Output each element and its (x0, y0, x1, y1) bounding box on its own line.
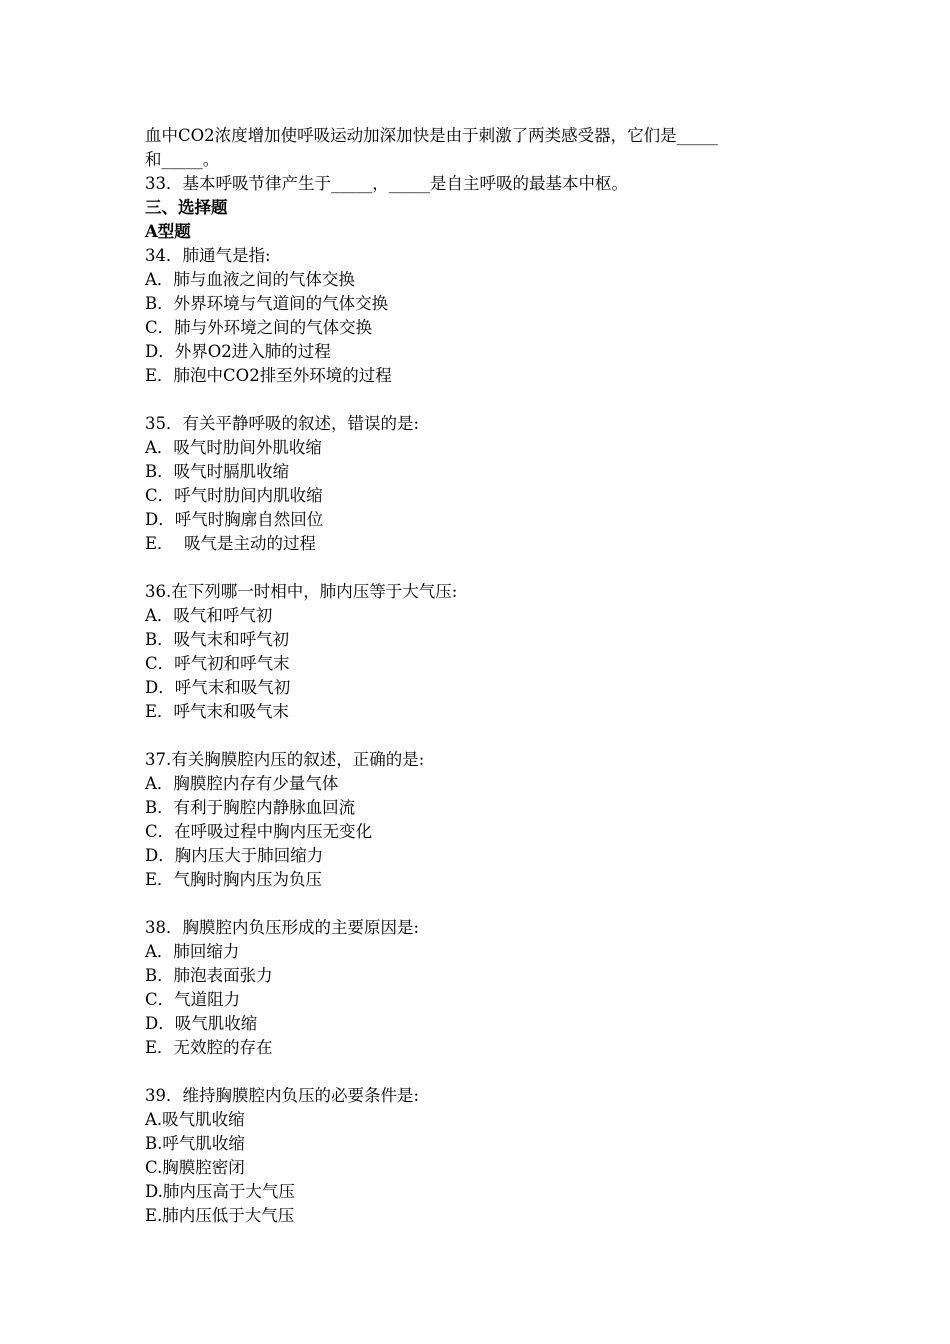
option-e: E．气胸时胸内压为负压 (145, 870, 323, 889)
option-e: E．肺泡中CO2排至外环境的过程 (145, 366, 392, 385)
option-c: C．气道阻力 (145, 990, 241, 1009)
option-a: A．吸气和呼气初 (145, 606, 273, 625)
option-b: B．外界环境与气道间的气体交换 (145, 294, 389, 313)
question-stem: 37.有关胸膜腔内压的叙述，正确的是: (145, 750, 425, 769)
section-title: 三、选择题 (145, 198, 228, 217)
spacer (145, 556, 825, 580)
option-d: D．胸内压大于肺回缩力 (145, 846, 324, 865)
option-a: A．胸膜腔内存有少量气体 (145, 774, 339, 793)
question-38 (145, 916, 825, 1060)
option-b: B．肺泡表面张力 (145, 966, 273, 985)
option-a: A．肺回缩力 (145, 942, 240, 961)
question-stem: 36.在下列哪一时相中，肺内压等于大气压: (145, 582, 458, 601)
option-a: A．肺与血液之间的气体交换 (145, 270, 355, 289)
question-34 (145, 244, 825, 388)
option-e: E．呼气末和吸气末 (145, 702, 290, 721)
option-d: D.肺内压高于大气压 (145, 1182, 295, 1201)
question-stem: 35．有关平静呼吸的叙述，错误的是: (145, 414, 420, 433)
spacer (145, 892, 825, 916)
option-d: D．呼气时胸廓自然回位 (145, 510, 324, 529)
intro-line-1: 血中CO2浓度增加使呼吸运动加深加快是由于刺激了两类感受器，它们是_____ (145, 126, 718, 145)
option-b: B．有利于胸腔内静脉血回流 (145, 798, 356, 817)
question-37 (145, 748, 825, 892)
intro-line-2: 和_____。 (145, 150, 220, 169)
question-36 (145, 580, 825, 724)
section-subtitle: A型题 (145, 222, 191, 241)
question-39 (145, 1084, 825, 1228)
option-c: C．呼气初和呼气末 (145, 654, 290, 673)
option-c: C.胸膜腔密闭 (145, 1158, 245, 1177)
option-c: C．呼气时肋间内肌收缩 (145, 486, 323, 505)
question-stem: 38．胸膜腔内负压形成的主要原因是: (145, 918, 420, 937)
spacer (145, 388, 825, 412)
option-c: C．在呼吸过程中胸内压无变化 (145, 822, 373, 841)
option-d: D．吸气肌收缩 (145, 1014, 258, 1033)
spacer (145, 724, 825, 748)
option-b: B．吸气时膈肌收缩 (145, 462, 290, 481)
option-a: A．吸气时肋间外肌收缩 (145, 438, 322, 457)
option-d: D．呼气末和吸气初 (145, 678, 291, 697)
option-d: D．外界O2进入肺的过程 (145, 342, 331, 361)
question-stem: 34．肺通气是指: (145, 246, 271, 265)
option-b: B．吸气末和呼气初 (145, 630, 290, 649)
option-b: B.呼气肌收缩 (145, 1134, 245, 1153)
question-33: 33．基本呼吸节律产生于_____，_____是自主呼吸的最基本中枢。 (145, 174, 628, 193)
document-page (145, 124, 825, 1228)
spacer (145, 1060, 825, 1084)
option-e: E.肺内压低于大气压 (145, 1206, 295, 1225)
question-stem: 39．维持胸膜腔内负压的必要条件是: (145, 1086, 420, 1105)
option-e: E．无效腔的存在 (145, 1038, 273, 1057)
option-a: A.吸气肌收缩 (145, 1110, 245, 1129)
option-e: E． 吸气是主动的过程 (145, 534, 317, 553)
question-35 (145, 412, 825, 556)
option-c: C．肺与外环境之间的气体交换 (145, 318, 373, 337)
